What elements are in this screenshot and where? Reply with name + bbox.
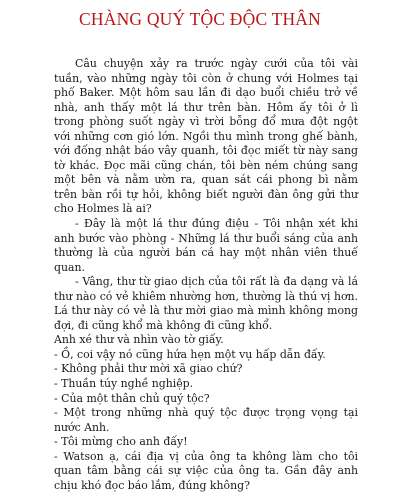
narration-line: Anh xé thư và nhìn vào tờ giấy. (54, 333, 224, 347)
dialogue-paragraph: - Watson ạ, cái địa vị của ông ta không làm cho tôi quan tâm bằng cái sự việc của ông ta. Gần đây anh chịu khó đọc báo lắm, đúng không? (54, 449, 358, 492)
dialogue-paragraph: - Vâng, thư từ giao dịch của tôi rất là đa dạng và lá thư nào có vẻ khiêm nhường hơn, thường là thú vị hơn. Lá thư này có vẻ là thư mời giao mà mình không mong đợi, đi cũng khổ mà không đi cũng khổ. (54, 275, 358, 332)
dialogue-line: - Không phải thư mời xã giao chứ? (54, 362, 243, 376)
dialogue-paragraph: - Đây là một lá thư đúng điệu - Tôi nhận xét khi anh bước vào phòng - Những lá thư buổi sáng của anh thường là của người bán cá hay một nhân viên thuế quan. (54, 217, 358, 274)
dialogue-line: - Của một thân chủ quý tộc? (54, 391, 210, 405)
dialogue-line: - Một trong những nhà quý tộc được trọng vọng tại nước Anh. (54, 406, 358, 434)
chapter-body (54, 57, 358, 493)
dialogue-line: - Thuần túy nghề nghiệp. (54, 377, 194, 391)
paragraph-opening: Câu chuyện xảy ra trước ngày cưới của tôi vài tuần, vào những ngày tôi còn ở chung với Holmes tại phố Baker. Một hôm sau lần đi dạo buổi chiều trở về nhà, anh thấy một lá thư trên bàn. Hôm ấy tôi ở lì trong phòng suốt ngày vì trời bỗng đổ mưa đột ngột với những cơn gió lớn. Ngồi thu mình trong ghế bành, với đống nhật báo vây quanh, tôi đọc miết từ này sang tờ khác. Đọc mãi cũng chán, tôi bèn ném chúng sang một bên và nằm ườn ra, quan sát cái phong bì nằm trên bàn rồi tự hỏi, không biết người đàn ông gửi thư cho Holmes là ai? (54, 57, 358, 216)
dialogue-line: - Tôi mừng cho anh đấy! (54, 435, 188, 449)
chapter-title: CHÀNG QUÝ TỘC ĐỘC THÂN (79, 9, 321, 29)
dialogue-line: - Ồ, coi vậy nó cũng hứa hẹn một vụ hấp dẫn đấy. (54, 347, 326, 361)
